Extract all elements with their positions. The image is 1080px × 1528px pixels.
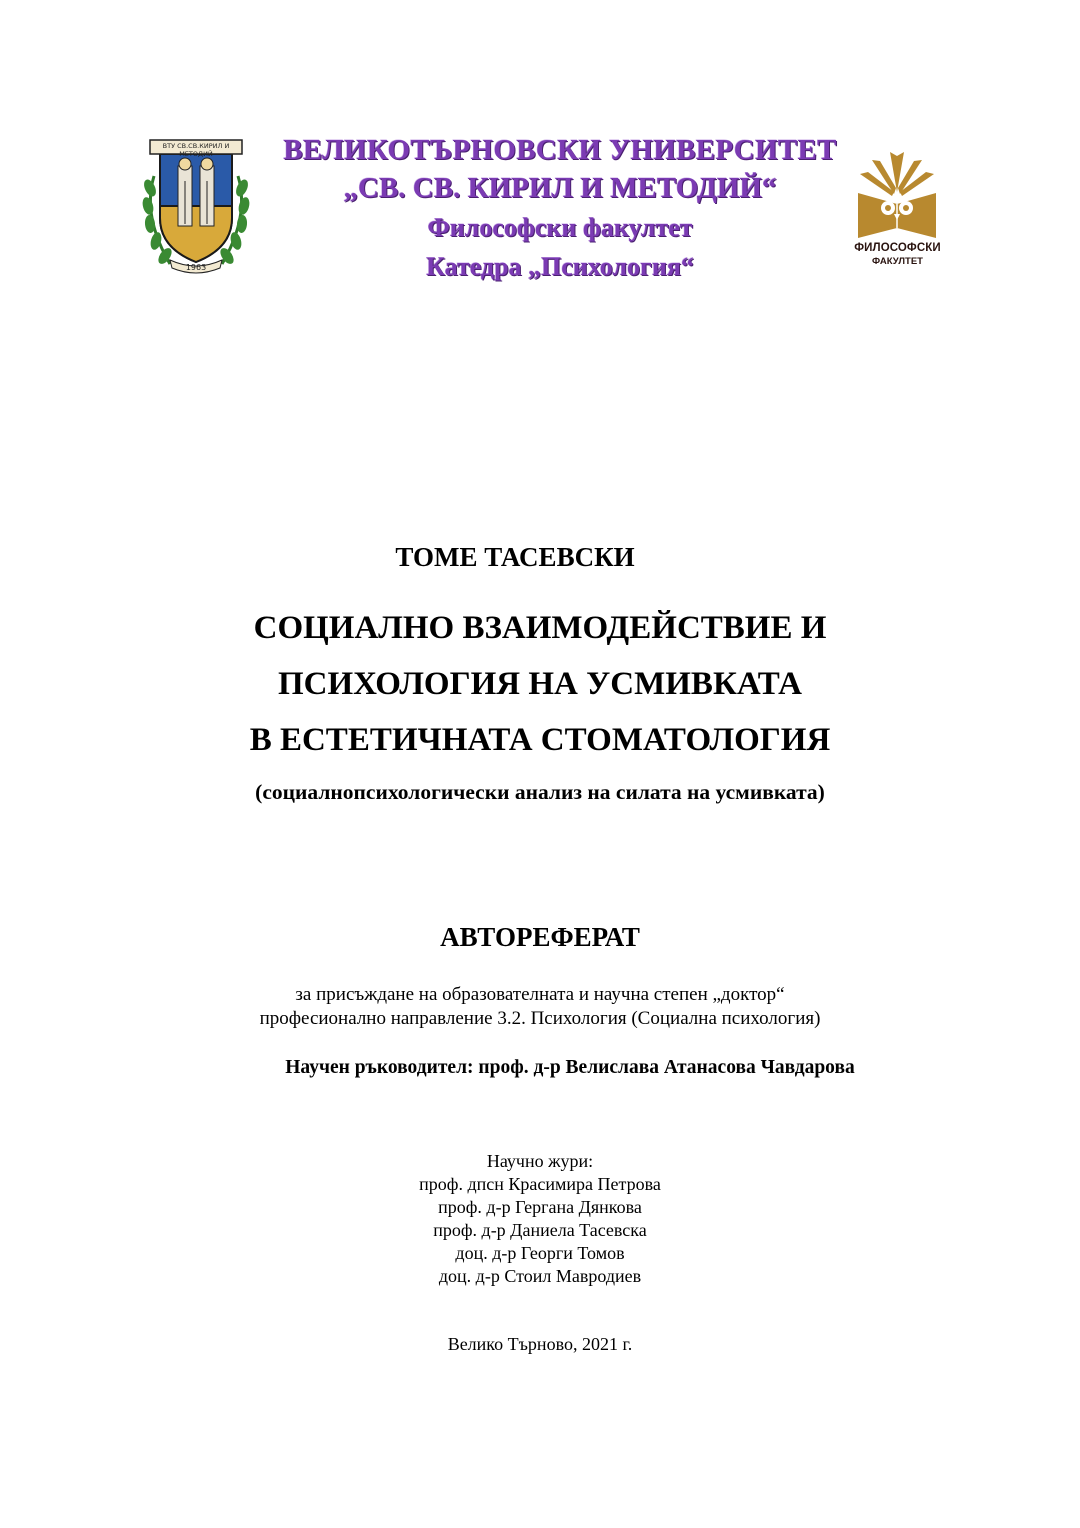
university-name-line2: „СВ. СВ. КИРИЛ И МЕТОДИЙ“	[343, 172, 777, 204]
subtitle: (социалнопсихологически анализ на силата на усмивката)	[255, 780, 825, 804]
jury-member: проф. д-р Даниела Тасевска	[433, 1220, 647, 1240]
crest-banner-text: ВТУ СВ.СВ.КИРИЛ И МЕТОДИЙ	[162, 142, 230, 158]
faculty-logo	[850, 148, 945, 268]
department-name: Катедра „Психология“	[426, 252, 694, 281]
owl-book-icon	[850, 148, 945, 243]
faculty-name: Философски факултет	[427, 213, 693, 242]
place-date: Велико Търново, 2021 г.	[447, 1334, 633, 1354]
purpose-line1: за присъждане на образователната и научна степен „доктор“	[295, 984, 785, 1005]
author-name: ТОМЕ ТАСЕВСКИ	[395, 542, 635, 572]
title-line3: В ЕСТЕТИЧНАТА СТОМАТОЛОГИЯ	[249, 722, 831, 758]
faculty-logo-text-line1: ФИЛОСОФСКИ	[854, 242, 941, 254]
title-line1: СОЦИАЛНО ВЗАИМОДЕЙСТВИЕ И	[253, 610, 827, 646]
title-line2: ПСИХОЛОГИЯ НА УСМИВКАТА	[277, 666, 803, 702]
crest-year: 1963	[185, 263, 207, 272]
jury-member: доц. д-р Георги Томов	[455, 1243, 625, 1263]
supervisor: Научен ръководител: проф. д-р Велислава Атанасова Чавдарова	[285, 1057, 855, 1078]
university-name-line1: ВЕЛИКОТЪРНОВСКИ УНИВЕРСИТЕТ	[283, 134, 837, 166]
university-crest	[140, 136, 252, 276]
document-type: АВТОРЕФЕРАТ	[440, 922, 640, 952]
purpose-line2: професионално направление 3.2. Психология (Социална психология)	[259, 1008, 821, 1029]
jury-member: проф. д-р Гергана Дянкова	[438, 1197, 642, 1217]
jury-title: Научно жури:	[486, 1151, 594, 1171]
faculty-logo-text-line2: ФАКУЛТЕТ	[872, 256, 923, 267]
jury-member: проф. дпсн Красимира Петрова	[419, 1174, 661, 1194]
jury-member: доц. д-р Стоил Мавродиев	[438, 1266, 642, 1286]
